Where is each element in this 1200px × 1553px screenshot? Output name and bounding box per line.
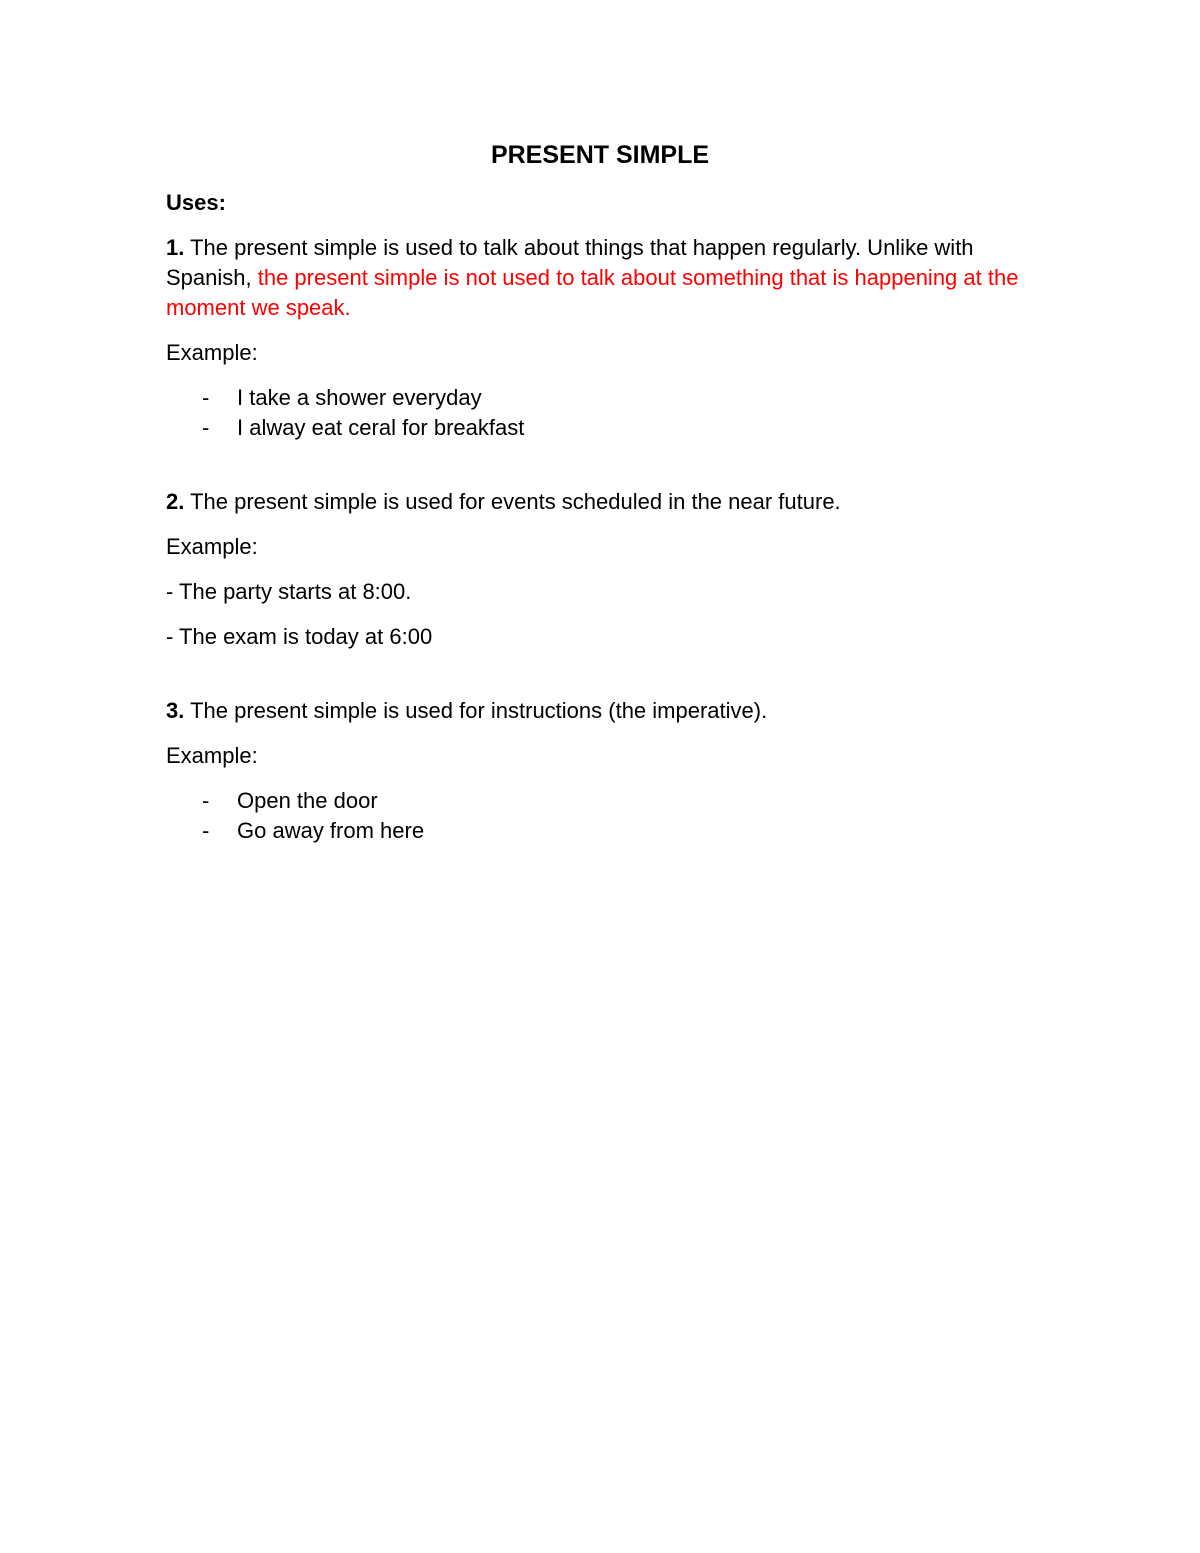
dash-bullet: -	[202, 385, 210, 410]
list-item	[166, 413, 1046, 443]
section-3-number: 3.	[166, 698, 185, 723]
section-2-text	[166, 487, 1046, 517]
dash-bullet: -	[202, 818, 210, 843]
section-1-example-list	[166, 383, 1046, 443]
section-1-text	[166, 233, 1046, 323]
section-3-text	[166, 696, 1046, 726]
list-item	[166, 383, 1046, 413]
dash-bullet: -	[202, 788, 210, 813]
section-3-body: The present simple is used for instructions (the imperative).	[184, 698, 768, 723]
document-body	[166, 188, 1046, 846]
section-1-highlight: the present simple is not used to talk about something that is happening at the moment we speak.	[166, 265, 1019, 320]
section-1-number: 1.	[166, 235, 185, 260]
example-text: I take a shower everyday	[237, 385, 482, 410]
spacer	[166, 667, 1046, 696]
section-2-example-1: - The party starts at 8:00.	[166, 579, 412, 604]
section-2-example-label: Example:	[166, 534, 258, 559]
dash-bullet: -	[202, 415, 210, 440]
example-text: Go away from here	[237, 818, 425, 843]
example-text: I alway eat ceral for breakfast	[237, 415, 525, 440]
section-3-example-list	[166, 786, 1046, 846]
section-1-body: The present simple is used to talk about things that happen regularly. Unlike with Spanish,	[166, 235, 974, 290]
spacer	[166, 443, 1046, 487]
list-item	[166, 816, 1046, 846]
section-2-body: The present simple is used for events scheduled in the near future.	[184, 489, 841, 514]
section-1-example-label: Example:	[166, 340, 258, 365]
uses-heading: Uses:	[166, 190, 226, 215]
list-item	[166, 786, 1046, 816]
page-title: PRESENT SIMPLE	[490, 141, 710, 169]
example-text: Open the door	[237, 788, 378, 813]
section-2-number: 2.	[166, 489, 185, 514]
section-2-example-2: - The exam is today at 6:00	[166, 624, 433, 649]
section-3-example-label: Example:	[166, 743, 258, 768]
